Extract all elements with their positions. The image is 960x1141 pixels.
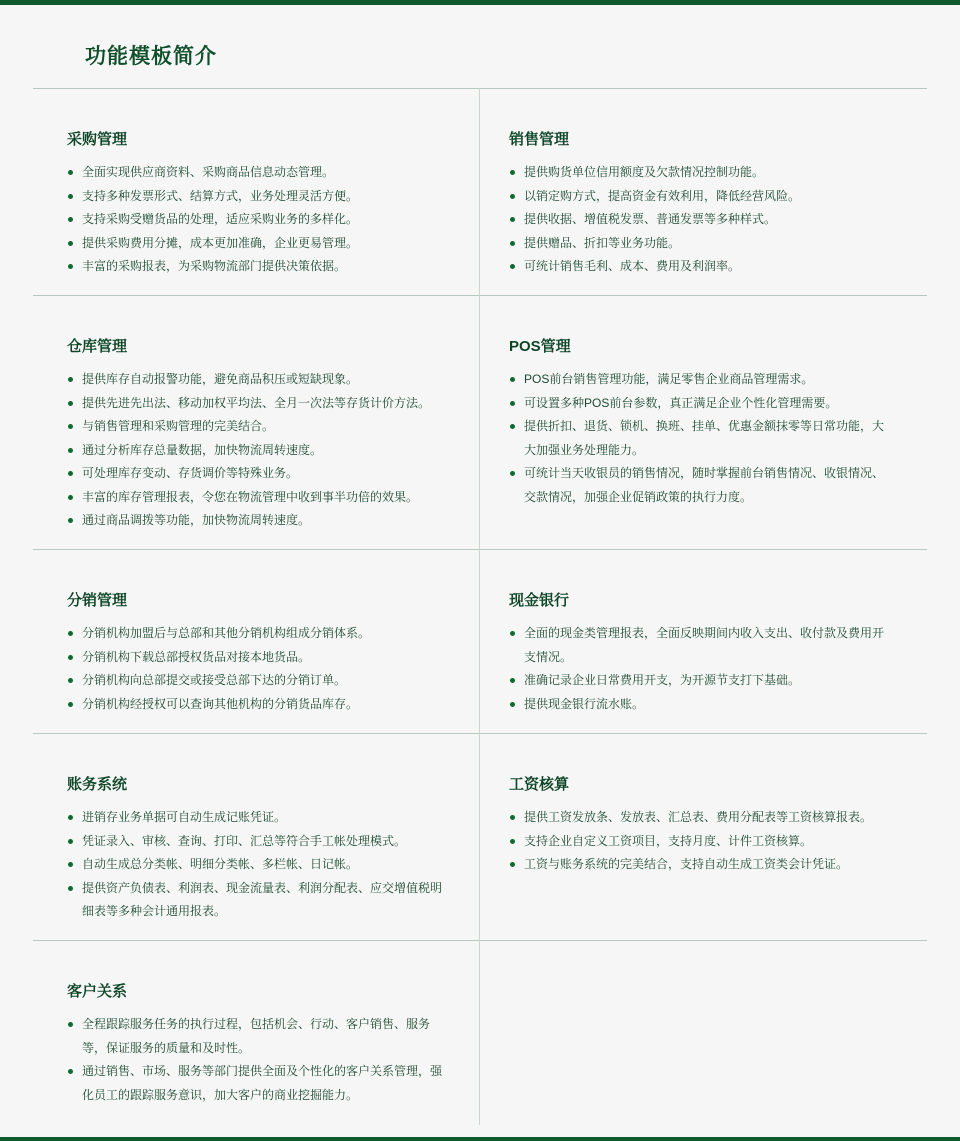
bullet-icon [68, 448, 73, 453]
feature-item: 可统计销售毛利、成本、费用及利润率。 [509, 255, 889, 279]
feature-item: 支持多种发票形式、结算方式，业务处理灵活方便。 [67, 185, 447, 209]
feature-list [509, 161, 889, 279]
bullet-icon [68, 702, 73, 707]
feature-item: 提供库存自动报警功能，避免商品积压或短缺现象。 [67, 368, 447, 392]
bullet-icon [510, 401, 515, 406]
feature-item: 与销售管理和采购管理的完美结合。 [67, 415, 447, 439]
bullet-icon [68, 862, 73, 867]
bullet-icon [510, 194, 515, 199]
feature-item: 分销机构下载总部授权货品对接本地货品。 [67, 646, 447, 670]
feature-item: 支持企业自定义工资项目，支持月度、计件工资核算。 [509, 830, 889, 854]
feature-item: 分销机构向总部提交或接受总部下达的分销订单。 [67, 669, 447, 693]
bullet-icon [68, 217, 73, 222]
bullet-icon [510, 839, 515, 844]
row-divider [33, 295, 927, 296]
feature-item: 提供工资发放条、发放表、汇总表、费用分配表等工资核算报表。 [509, 806, 889, 830]
module-title: 工资核算 [509, 776, 570, 793]
bullet-icon [68, 170, 73, 175]
feature-item: 丰富的采购报表，为采购物流部门提供决策依据。 [67, 255, 447, 279]
feature-item: 凭证录入、审核、查询、打印、汇总等符合手工帐处理模式。 [67, 830, 447, 854]
feature-item: 自动生成总分类帐、明细分类帐、多栏帐、日记帐。 [67, 853, 447, 877]
bullet-icon [68, 495, 73, 500]
module-warehouse [67, 337, 447, 533]
feature-item: 可处理库存变动、存货调价等特殊业务。 [67, 462, 447, 486]
feature-list [67, 161, 447, 279]
column-divider [479, 88, 480, 1125]
module-title: 采购管理 [67, 131, 128, 148]
feature-item: 提供先进先出法、移动加权平均法、全月一次法等存货计价方法。 [67, 392, 447, 416]
feature-item: 进销存业务单据可自动生成记账凭证。 [67, 806, 447, 830]
feature-item: 分销机构经授权可以查询其他机构的分销货品库存。 [67, 693, 447, 717]
bullet-icon [510, 217, 515, 222]
feature-item: 通过销售、市场、服务等部门提供全面及个性化的客户关系管理，强化员工的跟踪服务意识，加大客户的商业挖掘能力。 [67, 1060, 447, 1107]
bullet-icon [68, 241, 73, 246]
module-payroll [509, 775, 889, 877]
feature-item: 工资与账务系统的完美结合，支持自动生成工资类会计凭证。 [509, 853, 889, 877]
module-procurement [67, 130, 447, 279]
feature-item: POS前台销售管理功能，满足零售企业商品管理需求。 [509, 368, 889, 392]
module-accounting [67, 775, 447, 924]
feature-item: 丰富的库存管理报表，令您在物流管理中收到事半功倍的效果。 [67, 486, 447, 510]
bullet-icon [510, 678, 515, 683]
module-title: 仓库管理 [67, 338, 128, 355]
bullet-icon [510, 471, 515, 476]
feature-list [67, 806, 447, 924]
feature-item: 提供购货单位信用额度及欠款情况控制功能。 [509, 161, 889, 185]
feature-item: 提供资产负债表、利润表、现金流量表、利润分配表、应交增值税明细表等多种会计通用报表。 [67, 877, 447, 924]
feature-item: 提供赠品、折扣等业务功能。 [509, 232, 889, 256]
module-title: 销售管理 [509, 131, 570, 148]
feature-item: 提供现金银行流水账。 [509, 693, 889, 717]
bullet-icon [68, 1022, 73, 1027]
feature-list [509, 806, 889, 877]
feature-item: 以销定购方式，提高资金有效利用，降低经营风险。 [509, 185, 889, 209]
row-divider [33, 940, 927, 941]
feature-item: 分销机构加盟后与总部和其他分销机构组成分销体系。 [67, 622, 447, 646]
feature-item: 可统计当天收银员的销售情况，随时掌握前台销售情况、收银情况、交款情况，加强企业促销政策的执行力度。 [509, 462, 889, 509]
bullet-icon [510, 424, 515, 429]
bullet-icon [68, 886, 73, 891]
bullet-icon [68, 377, 73, 382]
bullet-icon [68, 678, 73, 683]
feature-list [67, 622, 447, 716]
module-sales [509, 130, 889, 279]
module-distribution [67, 591, 447, 716]
bullet-icon [510, 241, 515, 246]
module-title: POS管理 [509, 338, 571, 355]
module-title: 分销管理 [67, 592, 128, 609]
bullet-icon [510, 377, 515, 382]
feature-list [67, 1013, 447, 1107]
module-cash-bank [509, 591, 889, 716]
bullet-icon [68, 424, 73, 429]
bullet-icon [68, 839, 73, 844]
bullet-icon [68, 518, 73, 523]
feature-item: 提供收据、增值税发票、普通发票等多种样式。 [509, 208, 889, 232]
bullet-icon [68, 815, 73, 820]
bullet-icon [68, 194, 73, 199]
bullet-icon [510, 862, 515, 867]
bullet-icon [510, 264, 515, 269]
feature-item: 可设置多种POS前台参数，真正满足企业个性化管理需要。 [509, 392, 889, 416]
bullet-icon [68, 655, 73, 660]
bullet-icon [68, 264, 73, 269]
feature-list [67, 368, 447, 533]
page-title: 功能模板简介 [85, 45, 217, 68]
bullet-icon [68, 471, 73, 476]
bullet-icon [510, 170, 515, 175]
module-title: 账务系统 [67, 776, 128, 793]
module-pos [509, 337, 889, 509]
row-divider [33, 549, 927, 550]
feature-item: 全程跟踪服务任务的执行过程，包括机会、行动、客户销售、服务等，保证服务的质量和及时性。 [67, 1013, 447, 1060]
top-accent-bar [0, 0, 960, 5]
feature-item: 提供采购费用分摊，成本更加准确，企业更易管理。 [67, 232, 447, 256]
feature-item: 全面实现供应商资料、采购商品信息动态管理。 [67, 161, 447, 185]
module-crm [67, 982, 447, 1107]
module-grid [33, 88, 927, 1125]
bottom-accent-bar [0, 1137, 960, 1141]
feature-item: 通过分析库存总量数据，加快物流周转速度。 [67, 439, 447, 463]
bullet-icon [68, 631, 73, 636]
bullet-icon [510, 631, 515, 636]
feature-item: 准确记录企业日常费用开支，为开源节支打下基础。 [509, 669, 889, 693]
feature-item: 通过商品调拨等功能，加快物流周转速度。 [67, 509, 447, 533]
feature-list [509, 622, 889, 716]
row-divider [33, 88, 927, 89]
feature-item: 提供折扣、退货、锁机、换班、挂单、优惠金额抹零等日常功能，大大加强业务处理能力。 [509, 415, 889, 462]
feature-item: 支持采购受赠货品的处理，适应采购业务的多样化。 [67, 208, 447, 232]
module-title: 现金银行 [509, 592, 570, 609]
module-title: 客户关系 [67, 983, 128, 1000]
bullet-icon [68, 1069, 73, 1074]
feature-item: 全面的现金类管理报表，全面反映期间内收入支出、收付款及费用开支情况。 [509, 622, 889, 669]
bullet-icon [510, 815, 515, 820]
feature-list [509, 368, 889, 509]
bullet-icon [68, 401, 73, 406]
row-divider [33, 733, 927, 734]
bullet-icon [510, 702, 515, 707]
